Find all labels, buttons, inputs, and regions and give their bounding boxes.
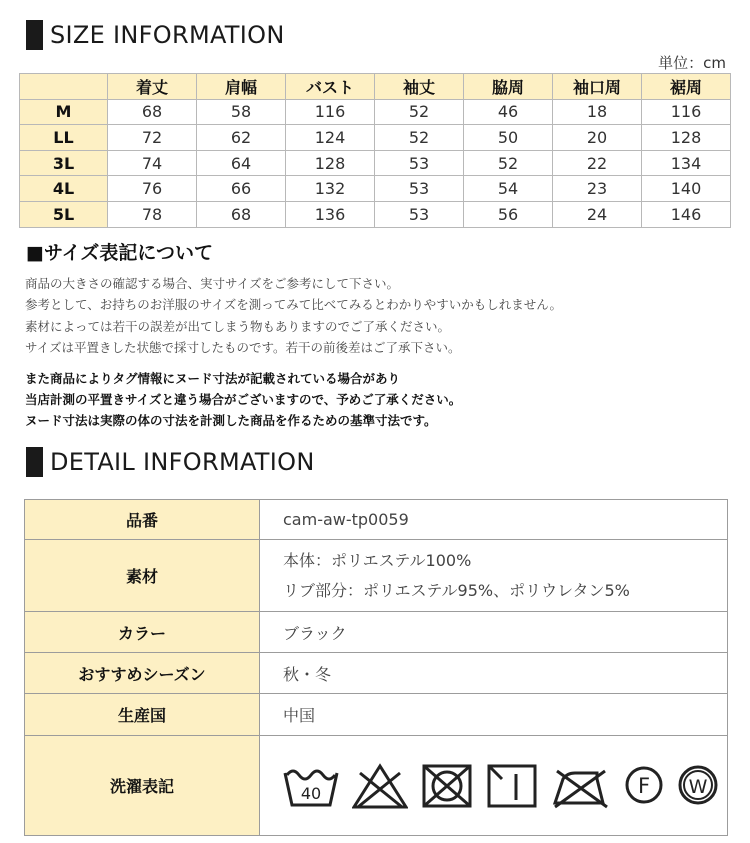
size-row xyxy=(20,150,731,176)
material-body: 本体：ポリエステル100% xyxy=(283,550,472,570)
size-notes-emphasis xyxy=(25,368,461,431)
size-table xyxy=(19,73,731,228)
size-cell: 53 xyxy=(375,176,464,202)
column-header: バスト xyxy=(286,74,375,100)
size-cell: 23 xyxy=(553,176,642,202)
wash-40-icon xyxy=(283,763,339,809)
product-no-value: cam-aw-tp0059 xyxy=(260,500,728,540)
size-cell: 140 xyxy=(642,176,731,202)
wet-clean-w-icon xyxy=(677,763,719,809)
size-cell: 116 xyxy=(286,99,375,125)
size-label: LL xyxy=(20,125,108,151)
size-cell: 58 xyxy=(197,99,286,125)
size-cell: 50 xyxy=(464,125,553,151)
unit-label: 単位：cm xyxy=(658,54,726,72)
size-label: M xyxy=(20,99,108,125)
size-cell: 66 xyxy=(197,176,286,202)
material-label: 素材 xyxy=(25,540,260,612)
care-symbols xyxy=(283,763,727,809)
care-value xyxy=(260,736,728,836)
size-label: 5L xyxy=(20,201,108,227)
size-cell: 56 xyxy=(464,201,553,227)
note-line: 参考として、お持ちのお洋服のサイズを測ってみて比べてみるとわかりやすいかもしれません。 xyxy=(25,297,563,313)
origin-value: 中国 xyxy=(260,694,728,736)
column-header: 裾周 xyxy=(642,74,731,100)
note-line: 商品の大きさの確認する場合、実寸サイズをご参考にして下さい。 xyxy=(25,276,400,291)
size-cell: 53 xyxy=(375,150,464,176)
column-header: 袖丈 xyxy=(375,74,464,100)
size-row xyxy=(20,201,731,227)
size-notes xyxy=(25,273,562,358)
section-bar xyxy=(26,20,43,50)
column-header: 袖口周 xyxy=(553,74,642,100)
size-cell: 116 xyxy=(642,99,731,125)
detail-row-product-no xyxy=(25,500,728,540)
size-cell: 134 xyxy=(642,150,731,176)
size-cell: 128 xyxy=(286,150,375,176)
wash-temp-text: 40 xyxy=(300,783,322,803)
dry-clean-f-icon xyxy=(624,763,664,809)
season-value: 秋・冬 xyxy=(260,653,728,694)
season-label: おすすめシーズン xyxy=(25,653,260,694)
size-cell: 76 xyxy=(108,176,197,202)
size-cell: 78 xyxy=(108,201,197,227)
iron-low-icon xyxy=(551,763,611,809)
section-bar xyxy=(26,447,43,477)
size-section-header xyxy=(26,20,285,50)
size-notes-title: ■サイズ表記について xyxy=(26,242,214,264)
no-tumble-dry-icon xyxy=(421,763,473,809)
note-bold-line: 当店計測の平置きサイズと違う場合がございますので、予めご了承ください。 xyxy=(25,392,462,407)
size-label: 4L xyxy=(20,176,108,202)
size-cell: 53 xyxy=(375,201,464,227)
column-header: 肩幅 xyxy=(197,74,286,100)
size-cell: 132 xyxy=(286,176,375,202)
size-section-title: SIZE INFORMATION xyxy=(50,21,285,49)
size-cell: 68 xyxy=(197,201,286,227)
size-table-header-row xyxy=(20,74,731,100)
size-cell: 136 xyxy=(286,201,375,227)
detail-section-header xyxy=(26,447,315,477)
size-cell: 24 xyxy=(553,201,642,227)
size-cell: 22 xyxy=(553,150,642,176)
size-cell: 62 xyxy=(197,125,286,151)
size-table-corner xyxy=(20,74,108,100)
detail-row-origin xyxy=(25,694,728,736)
color-label: カラー xyxy=(25,612,260,653)
color-value: ブラック xyxy=(260,612,728,653)
size-cell: 52 xyxy=(375,125,464,151)
detail-table xyxy=(24,499,728,836)
material-rib: リブ部分：ポリエステル95%、ポリウレタン5% xyxy=(283,580,630,600)
column-header: 脇周 xyxy=(464,74,553,100)
size-cell: 128 xyxy=(642,125,731,151)
size-cell: 74 xyxy=(108,150,197,176)
origin-label: 生産国 xyxy=(25,694,260,736)
detail-section-title: DETAIL INFORMATION xyxy=(50,448,315,476)
note-bold-line: ヌード寸法は実際の体の寸法を計測した商品を作るための基準寸法です。 xyxy=(25,413,437,428)
size-cell: 52 xyxy=(375,99,464,125)
size-row xyxy=(20,99,731,125)
note-line: 素材によっては若干の誤差が出てしまう物もありますのでご了承ください。 xyxy=(25,318,451,334)
size-cell: 52 xyxy=(464,150,553,176)
size-cell: 64 xyxy=(197,150,286,176)
size-row xyxy=(20,176,731,202)
size-row xyxy=(20,125,731,151)
detail-row-season xyxy=(25,653,728,694)
size-cell: 68 xyxy=(108,99,197,125)
line-dry-icon xyxy=(486,763,538,809)
size-cell: 146 xyxy=(642,201,731,227)
size-cell: 54 xyxy=(464,176,553,202)
column-header: 着丈 xyxy=(108,74,197,100)
detail-row-care xyxy=(25,736,728,836)
material-value xyxy=(260,540,728,612)
detail-row-color xyxy=(25,612,728,653)
detail-row-material xyxy=(25,540,728,612)
no-bleach-icon xyxy=(352,763,408,809)
size-cell: 18 xyxy=(553,99,642,125)
note-bold-line: また商品によりタグ情報にヌード寸法が記載されている場合があり xyxy=(25,371,401,386)
size-cell: 20 xyxy=(553,125,642,151)
size-cell: 124 xyxy=(286,125,375,151)
dry-clean-letter: F xyxy=(637,773,651,798)
size-cell: 46 xyxy=(464,99,553,125)
wet-clean-letter: W xyxy=(688,775,708,798)
size-label: 3L xyxy=(20,150,108,176)
note-line: サイズは平置きした状態で採寸したものです。若干の前後差はご了承下さい。 xyxy=(25,339,461,355)
product-no-label: 品番 xyxy=(25,500,260,540)
size-cell: 72 xyxy=(108,125,197,151)
care-label: 洗濯表記 xyxy=(25,736,260,836)
